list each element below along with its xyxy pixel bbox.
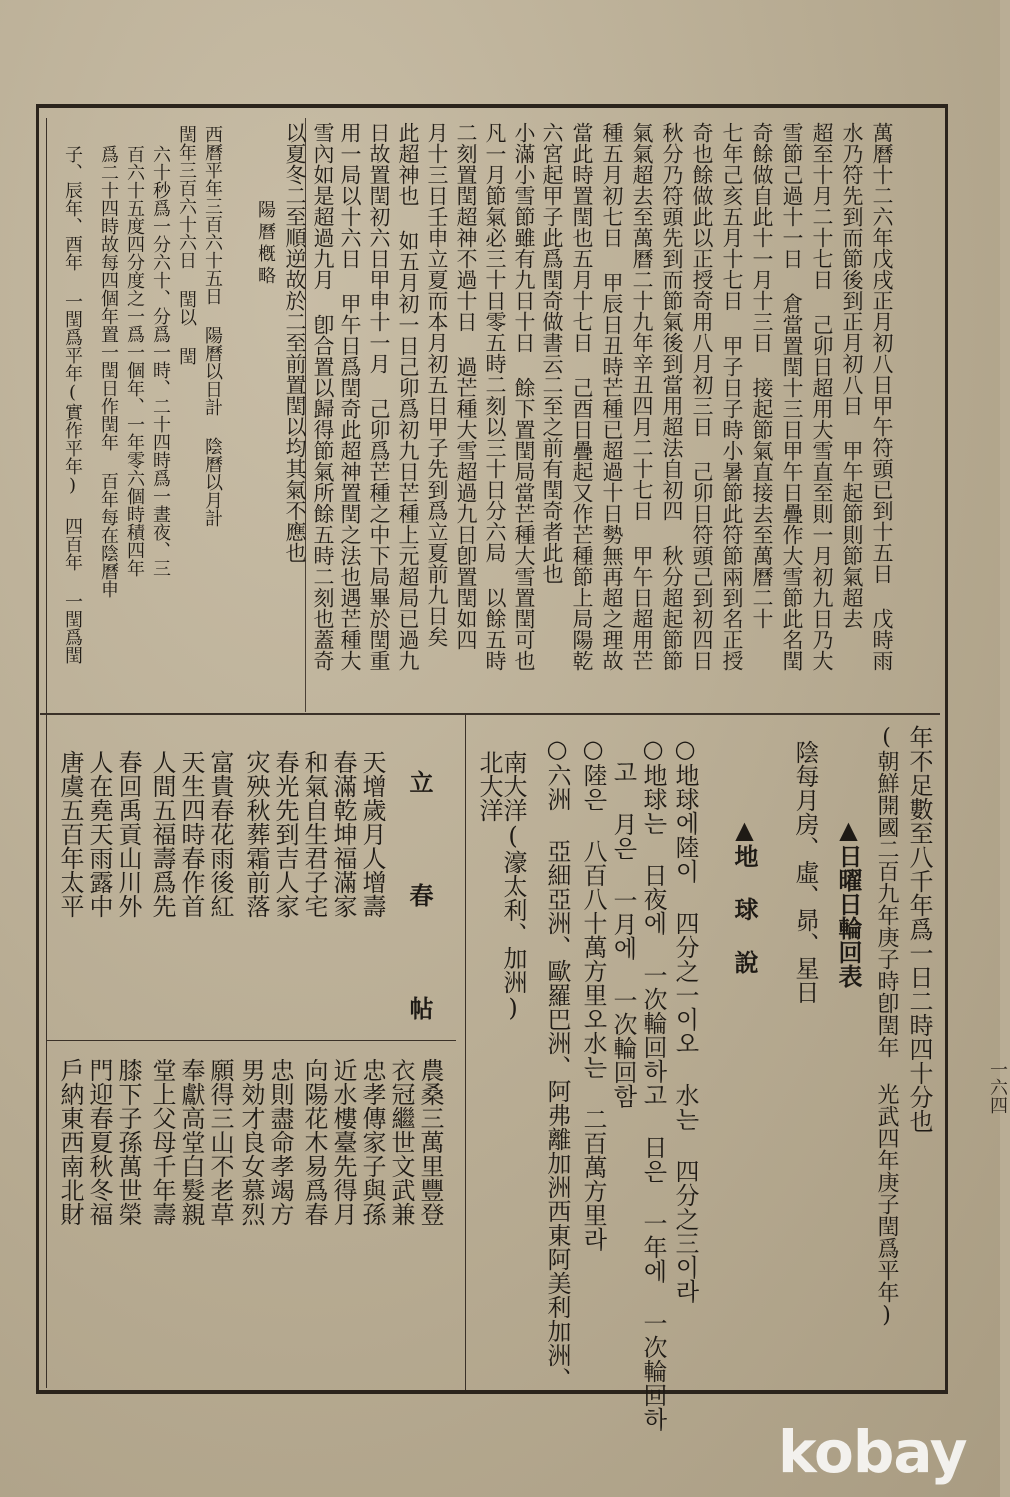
couplet-line: 忠孝傳家子與孫 [358, 1058, 386, 1226]
text-column: ○陸은 八百八十萬方里오水는 二百萬方里라 [579, 735, 607, 1251]
text-column: 秋分乃符頭先到而節氣後到當用超法自初四 秋分超起節節 [660, 122, 684, 671]
text-column: 七年己亥五月十七日 甲子日子時小暑節此符節兩到名正授 [720, 122, 744, 671]
text-column: 百六十五度四分度之一爲一個年、一年零六個時積四年 [124, 145, 145, 577]
poem-line: 春滿乾坤福滿家 [329, 750, 357, 918]
text-column: 雪內如是超過九月 卽合置以歸得節氣所餘五時二刻也蓋奇 [311, 122, 335, 671]
couplet-line: 忠則盡命孝竭方 [266, 1058, 294, 1226]
text-column: 種五月初七日 甲辰日丑時芒種已超過十日勢無再超之理故 [600, 122, 624, 671]
text-column: 六十秒爲一分六十、分爲一時、二十四時爲一晝夜、三 [150, 145, 171, 577]
text-column: 閏年三百六十六日 閏以 閏 [176, 125, 197, 365]
text-column: 奇也餘做此以正授奇用八月初三日 己卯日符頭己到初四日 [690, 122, 714, 671]
earth-theory-heading: ▲地 球 說 [730, 815, 759, 974]
couplet-line: 願得三山不老草 [206, 1058, 234, 1226]
poem-line: 天生四時春作首 [177, 750, 205, 918]
couplet-line: 奉獻高堂白髮親 [177, 1058, 205, 1226]
poem-line: 唐虞五百年太平 [56, 750, 84, 918]
poem-line: 春回禹貢山川外 [114, 750, 142, 918]
text-column: (朝鮮開國二百九年庚子時卽閏年 光武四年庚子閏爲平年) [874, 725, 899, 1328]
poem-line: 灾殃秋葬霜前落 [242, 750, 270, 918]
text-column: 奇餘做自此十一月十三日 接起節氣直接去至萬曆二十 [750, 122, 774, 629]
couplet-line: 向陽花木易爲春 [300, 1058, 328, 1226]
text-column: 以夏冬二至順逆故於二至前置閏以均其氣不應也 [283, 122, 307, 563]
text-column: ○地球에陸이 四分之一이오 水는 四分之三이라 [671, 735, 699, 1303]
text-column: 二刻置閏超神不過十日 過芒種大雪超過九日卽置閏如四 [454, 122, 478, 650]
poem-line: 春光先到吉人家 [271, 750, 299, 918]
text-column: 北大洋 [475, 750, 503, 822]
couplet-line: 近水樓臺先得月 [329, 1058, 357, 1226]
text-column: 年不足數至八千年爲一日二時四十分也 [905, 725, 933, 1133]
couplet-line: 男効才良女慕烈 [237, 1058, 265, 1226]
bottom-vertical-divider [465, 715, 466, 1390]
text-column: 當此時置閏也五月十七日 己酉日疊起又作芒種節上局陽乾 [570, 122, 594, 671]
text-column: 雪節己過十一日 倉當置閏十三日甲午日疊作大雪節此名閏 [780, 122, 804, 671]
text-column: 子、辰年、酉年 一閏爲平年(實作平年) 四百年 一閏爲閏 [62, 145, 83, 664]
poem-divider [46, 1040, 456, 1041]
poem-line: 富貴春花雨後紅 [206, 750, 234, 918]
text-column: 萬曆十二六年戊戌正月初八日甲午符頭已到十五日 戊時雨 [870, 122, 894, 671]
text-column: 南大洋(濠太利、加洲) [499, 750, 527, 1022]
text-column: 六宮起甲子此爲閏奇做書云二至之前有閏奇者此也 [540, 122, 564, 584]
page-number: 一六四 [987, 1060, 1008, 1114]
text-column: ○六洲 亞細亞洲、歐羅巴洲、阿弗離加洲西東阿美利加洲、 [543, 735, 571, 1391]
text-column: 超至十月二十七日 己卯日超用大雪直至則一月初九日乃大 [810, 122, 834, 671]
poem-line: 和氣自生君子宅 [300, 750, 328, 918]
horizontal-divider [40, 713, 940, 715]
text-column: 陰每月房、虛、昴、星日 [791, 740, 819, 1004]
text-column: 日故置閏初六日甲申十一月 己卯爲芒種之中下局畢於閏重 [367, 122, 391, 671]
solar-section-title: 陽曆槪略 [255, 200, 276, 288]
sunday-table-heading: ▲日曜日輪回表 [834, 815, 863, 988]
poem-line: 人在堯天雨露中 [85, 750, 113, 918]
text-column: 氣氣超去至萬曆二十九年辛丑四月二十七日 甲午日超用芒 [630, 122, 654, 671]
couplet-line: 堂上父母千年壽 [148, 1058, 176, 1226]
text-column: 西曆平年三百六十五日 陽曆以日計 陰曆以月計 [202, 125, 223, 527]
inner-left-rule [46, 118, 48, 1388]
spring-poem-title: 立 春 帖 [405, 770, 434, 1050]
kobay-watermark: kobay [778, 1418, 967, 1486]
couplet-line: 戶納東西南北財 [56, 1058, 84, 1226]
text-column: 고 月은 一月에 一次輪回함 [609, 760, 637, 1108]
text-column: 小滿小雪節雖有九日十日 餘下置閏局當芒種大雪置閏可也 [512, 122, 536, 671]
text-column: ○地球는 日夜에 一次輪回하고 日은 一年에 一次輪回하 [639, 735, 667, 1431]
text-column: 用一局以十六日 甲午日爲閏奇此超神置閏之法也遇芒種大 [338, 122, 362, 671]
couplet-line: 膝下子孫萬世榮 [114, 1058, 142, 1226]
text-column: 水乃符先到而節後到正月初八日 甲午起節則節氣超去 [840, 122, 864, 629]
couplet-line: 農桑三萬里豐登 [416, 1058, 444, 1226]
couplet-line: 衣冠繼世文武兼 [387, 1058, 415, 1226]
text-column: 此超神也 如五月初一日己卯爲初九日芒種上元超局已過九 [396, 122, 420, 671]
text-column: 爲二十四時故每四個年置一閏日作閏年 百年每在陰曆申 [98, 145, 119, 598]
poem-line: 天增歲月人增壽 [358, 750, 386, 918]
couplet-line: 門迎春夏秋冬福 [85, 1058, 113, 1226]
text-column: 月十三日壬申立夏而本月初五日甲子先到爲立夏前九日矣 [425, 122, 449, 647]
text-column: 凡一月節氣必三十日零五時二刻以三十日分六局 以餘五時 [483, 122, 507, 671]
poem-line: 人間五福壽爲先 [148, 750, 176, 918]
